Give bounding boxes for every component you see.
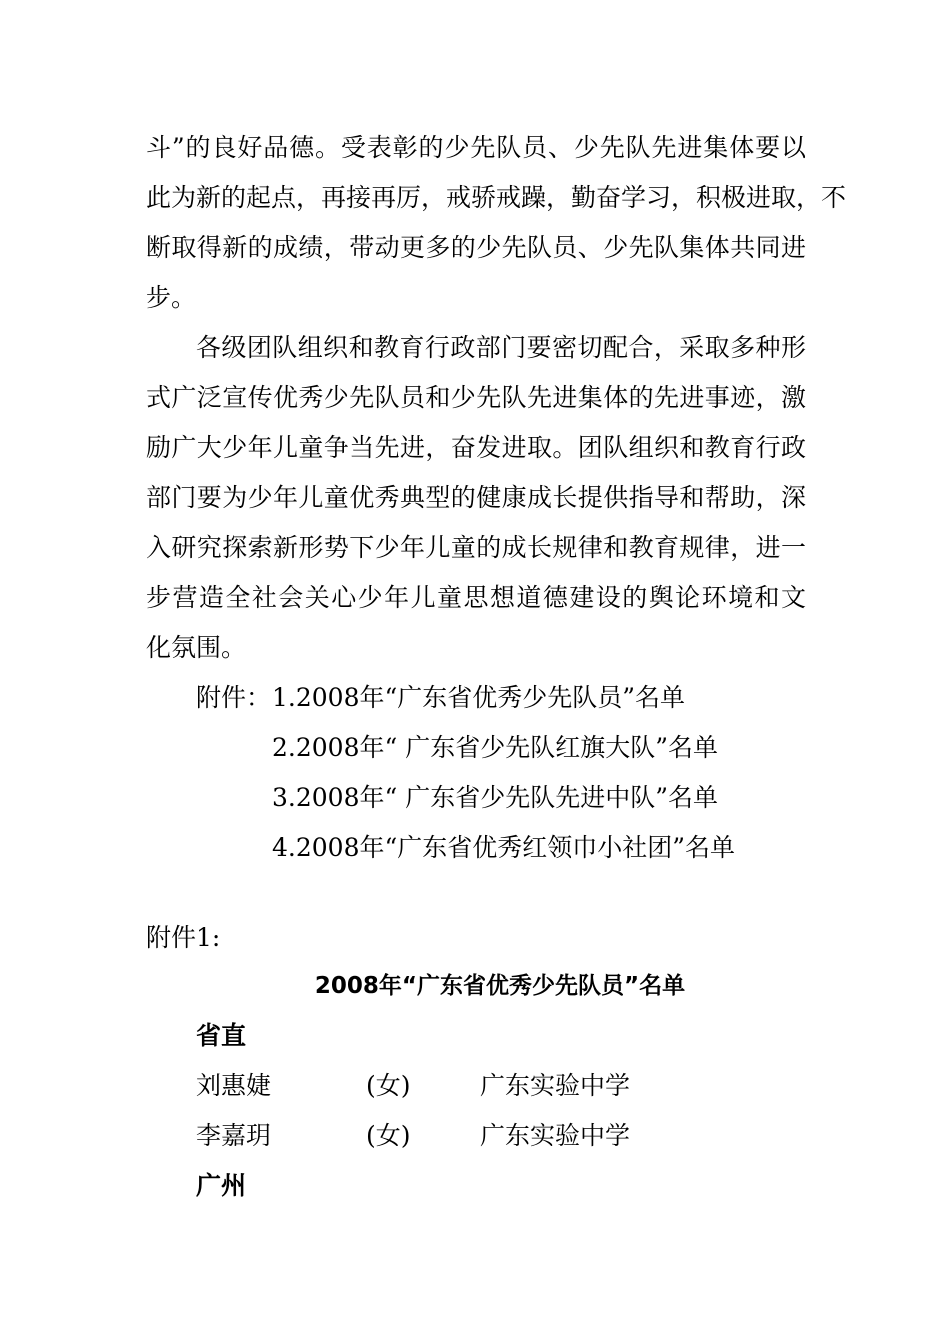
paragraph-line: 部门要为少年儿童优秀典型的健康成长提供指导和帮助，深 [146,483,806,512]
attachment-item: 4.2008年“广东省优秀红领巾小社团”名单 [272,833,736,862]
attachments-label: 附件： [196,683,272,712]
attachment-item: 1.2008年“广东省优秀少先队员”名单 [272,683,686,712]
member-row [196,1118,796,1154]
member-row [196,1068,796,1104]
paragraph-line: 化氛围。 [146,633,247,662]
list-title: 2008年“广东省优秀少先队员”名单 [314,973,686,999]
region-heading: 省直 [196,1021,247,1050]
appendix-label: 附件1: [146,923,221,952]
member-gender: (女) [366,1121,411,1150]
paragraph-line: 步营造全社会关心少年儿童思想道德建设的舆论环境和文 [146,583,806,612]
paragraph-line: 式广泛宣传优秀少先队员和少先队先进集体的先进事迹，激 [146,383,806,412]
member-name: 李嘉玥 [196,1121,272,1150]
paragraph-line: 步。 [146,283,197,312]
member-school: 广东实验中学 [480,1071,631,1100]
paragraph-line: 斗”的良好品德。受表彰的少先队员、少先队先进集体要以 [146,133,806,162]
paragraph-line: 断取得新的成绩，带动更多的少先队员、少先队集体共同进 [146,233,806,262]
paragraph-line: 入研究探索新形势下少年儿童的成长规律和教育规律，进一 [146,533,806,562]
member-school: 广东实验中学 [480,1121,631,1150]
region-heading: 广州 [196,1171,247,1200]
attachment-item: 2.2008年“ 广东省少先队红旗大队”名单 [272,733,718,762]
paragraph-line: 各级团队组织和教育行政部门要密切配合，采取多种形 [196,333,806,362]
paragraph-line: 此为新的起点，再接再厉，戒骄戒躁，勤奋学习，积极进取，不 [146,183,847,212]
paragraph-line: 励广大少年儿童争当先进，奋发进取。团队组织和教育行政 [146,433,806,462]
member-gender: (女) [366,1071,411,1100]
member-name: 刘惠婕 [196,1071,272,1100]
attachment-item: 3.2008年“ 广东省少先队先进中队”名单 [272,783,718,812]
